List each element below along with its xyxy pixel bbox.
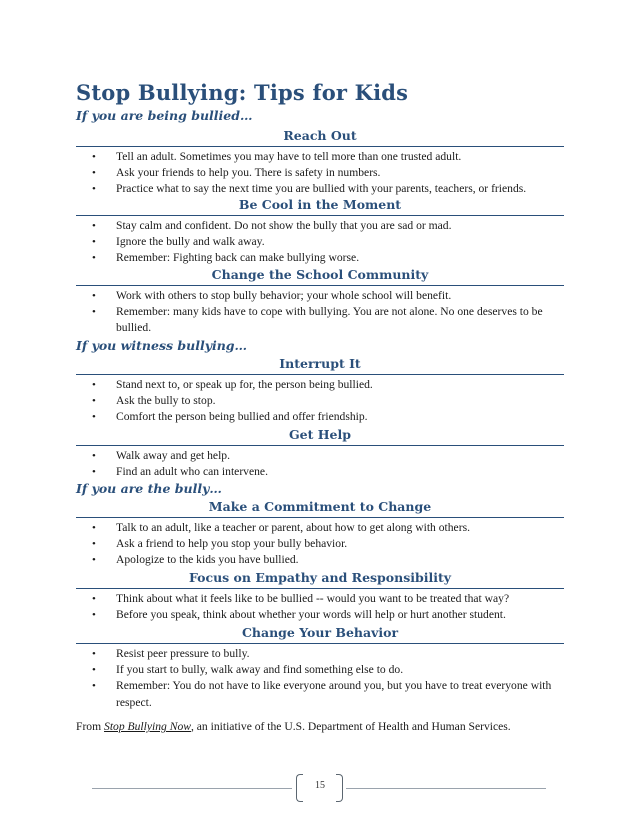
section-rule [76, 285, 564, 286]
section-rule [76, 588, 564, 589]
list-item: • Comfort the person being bullied and offer friendship. [76, 409, 564, 425]
section-rule [76, 517, 564, 518]
section-list-commitment [76, 520, 564, 569]
section-heading-empathy: Focus on Empathy and Responsibility [188, 570, 452, 585]
group-heading-being-bullied: If you are being bullied… [76, 108, 253, 123]
section-list-be-cool [76, 218, 564, 267]
section-list-change-behavior [76, 646, 564, 711]
right-bracket-icon [336, 774, 343, 802]
stop-bullying-now-link[interactable]: Stop Bullying Now [104, 720, 191, 733]
bullet-icon: • [92, 648, 96, 660]
section-rule [76, 146, 564, 147]
section-heading-school-community: Change the School Community [211, 267, 429, 282]
section-list-reach-out [76, 149, 564, 198]
bullet-icon: • [92, 252, 96, 265]
list-item: • Apologize to the kids you have bullied. [76, 552, 564, 568]
bullet-icon: • [92, 664, 96, 677]
group-heading-are-the-bully: If you are the bully… [76, 481, 222, 496]
footer-rule-right [346, 788, 546, 789]
list-item: • Remember: Fighting back can make bullying worse. [76, 250, 564, 266]
section-heading-get-help: Get Help [288, 427, 351, 442]
section-heading-reach-out: Reach Out [283, 128, 357, 143]
section-rule [76, 643, 564, 644]
bullet-icon: • [92, 151, 96, 163]
list-item: • Work with others to stop bully behavior; your whole school will benefit. [76, 288, 564, 304]
list-item: • Ask your friends to help you. There is safety in numbers. [76, 165, 564, 181]
list-item: • Stand next to, or speak up for, the person being bullied. [76, 377, 564, 393]
section-heading-commitment: Make a Commitment to Change [208, 499, 432, 514]
page-title: Stop Bullying: Tips for Kids [76, 80, 409, 105]
section-rule [76, 215, 564, 216]
bullet-icon: • [92, 538, 96, 551]
page-number: 15 [315, 780, 325, 791]
section-list-empathy [76, 591, 564, 623]
bullet-icon: • [92, 450, 96, 462]
left-bracket-icon [296, 774, 303, 802]
list-item: • Tell an adult. Sometimes you may have to tell more than one trusted adult. [76, 149, 564, 165]
bullet-icon: • [92, 306, 96, 319]
list-item: • Find an adult who can intervene. [76, 464, 564, 480]
list-item: • Remember: You do not have to like everyone around you, but you have to treat everyone with respect. [92, 679, 552, 709]
list-item: • Walk away and get help. [76, 448, 564, 464]
bullet-icon: • [92, 680, 96, 693]
bullet-icon: • [92, 395, 96, 408]
list-item: • Ask a friend to help you stop your bully behavior. [76, 536, 564, 552]
bullet-icon: • [92, 183, 96, 196]
list-item: • Resist peer pressure to bully. [76, 646, 564, 662]
bullet-icon: • [92, 522, 96, 534]
section-heading-change-behavior: Change Your Behavior [241, 625, 399, 640]
bullet-icon: • [92, 466, 96, 479]
source-note: From Stop Bullying Now, an initiative of the U.S. Department of Health and Human Services. [76, 720, 511, 733]
section-heading-interrupt-it: Interrupt It [279, 356, 361, 371]
bullet-icon: • [92, 379, 96, 391]
list-item: • Talk to an adult, like a teacher or parent, about how to get along with others. [76, 520, 564, 536]
bullet-icon: • [92, 609, 96, 622]
bullet-icon: • [92, 411, 96, 424]
bullet-icon: • [92, 167, 96, 180]
bullet-icon: • [92, 220, 96, 232]
list-item: • Stay calm and confident. Do not show the bully that you are sad or mad. [76, 218, 564, 234]
list-item: • If you start to bully, walk away and find something else to do. [76, 662, 564, 678]
list-item: • Remember: many kids have to cope with bullying. You are not alone. No one deserves to be bullied. [92, 305, 543, 335]
list-item: • Think about what it feels like to be bullied -- would you want to be treated that way? [76, 591, 564, 607]
footer-rule-left [92, 788, 292, 789]
bullet-icon: • [92, 236, 96, 249]
section-heading-be-cool: Be Cool in the Moment [238, 197, 402, 212]
section-list-school-community [76, 288, 564, 337]
bullet-icon: • [92, 593, 96, 605]
list-item: • Ask the bully to stop. [76, 393, 564, 409]
section-list-get-help [76, 448, 564, 480]
bullet-icon: • [92, 290, 96, 302]
section-rule [76, 445, 564, 446]
list-item: • Before you speak, think about whether your words will help or hurt another student. [76, 607, 564, 623]
bullet-icon: • [92, 554, 96, 567]
list-item: • Practice what to say the next time you are bullied with your parents, teachers, or friends. [76, 181, 564, 197]
list-item: • Ignore the bully and walk away. [76, 234, 564, 250]
section-list-interrupt-it [76, 377, 564, 426]
section-rule [76, 374, 564, 375]
group-heading-witness-bullying: If you witness bullying… [76, 338, 248, 353]
